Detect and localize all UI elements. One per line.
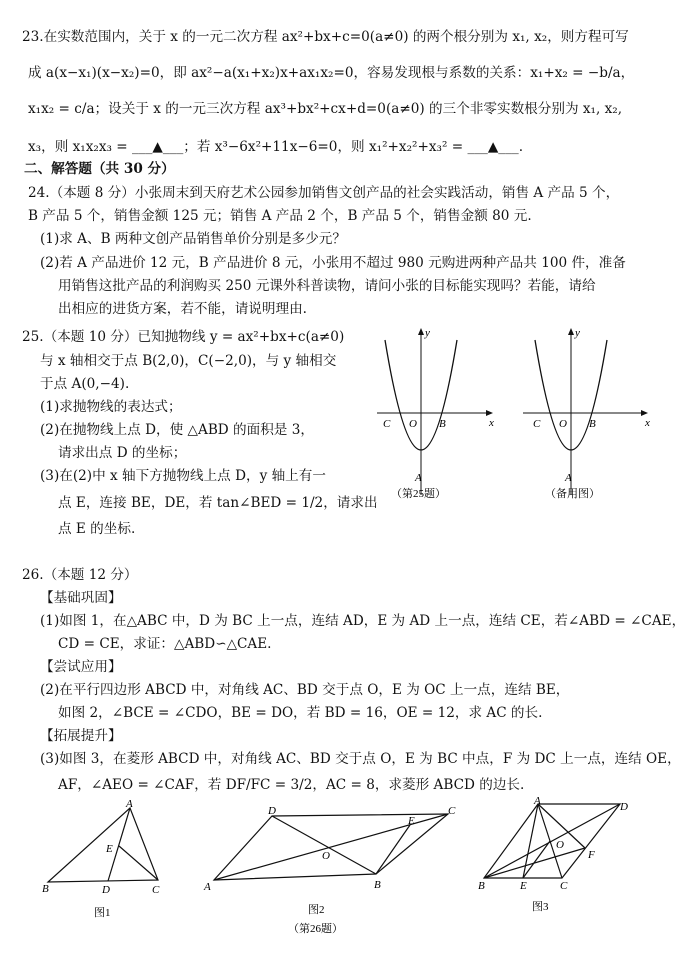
- fig1-d-label: D: [102, 884, 110, 896]
- spare-y-axis-label: y: [575, 327, 580, 339]
- q26-line-4: CD = CE，求证：△ABD∽△CAE.: [58, 636, 272, 652]
- q25-line-7: (3)在(2)中 x 轴下方抛物线上点 D，y 轴上有一: [40, 468, 326, 484]
- q25-spare-caption: （备用图）: [545, 488, 600, 500]
- q25-line-6: 请求出点 D 的坐标；: [58, 445, 187, 461]
- fig3-c-label: C: [560, 880, 568, 892]
- figs-caption: （第26题）: [288, 923, 343, 935]
- q26-figure-2: [196, 800, 466, 935]
- fig2-c-label: C: [448, 805, 456, 817]
- q26-figure-3: [474, 796, 634, 916]
- q24-line-6: 出相应的进货方案，若不能，请说明理由.: [58, 301, 308, 317]
- q25-figure-caption: （第25题）: [391, 488, 446, 500]
- q26-line-10: AF，∠AEO = ∠CAF，若 DF/FC = 3/2，AC = 8，求菱形 ABCD 的边长.: [58, 777, 525, 793]
- fig2-e-label: E: [408, 815, 415, 827]
- q26-figure-1: [36, 800, 176, 925]
- q24-line-5: 用销售这批产品的利润购买 250 元课外科普读物，请问小张的目标能实现吗？若能，请给: [58, 278, 596, 294]
- q26-line-1: 26.（本题 12 分）: [22, 567, 138, 583]
- fig1-c-label: C: [152, 884, 160, 896]
- spare-point-c-label: C: [533, 418, 541, 430]
- fig2-b-label: B: [374, 879, 381, 891]
- q23-line-4: x₃，则 x₁x₂x₃ = ___▲___；若 x³−6x²+11x−6=0，则 x₁²+x₂²+x₃² = ___▲___.: [28, 139, 524, 155]
- fig2-caption: 图2: [308, 904, 325, 916]
- point-c-label: C: [383, 418, 391, 430]
- q25-spare-figure: [515, 320, 665, 505]
- q23-line-3: x₁x₂ = c/a；设关于 x 的一元三次方程 ax³+bx²+cx+d=0(a≠0) 的三个非零实数根分别为 x₁, x₂,: [28, 101, 623, 117]
- q26-line-2: 【基础巩固】: [40, 590, 122, 606]
- fig3-e-label: E: [520, 880, 527, 892]
- q25-line-5: (2)在抛物线上点 D，使 △ABD 的面积是 3，: [40, 422, 314, 438]
- q24-line-3: (1)求 A、B 两种文创产品销售单价分别是多少元？: [40, 231, 346, 247]
- fig1-a-label: A: [126, 798, 133, 810]
- y-axis-label: y: [425, 327, 430, 339]
- point-a-label: A: [415, 472, 422, 484]
- fig1-b-label: B: [42, 883, 49, 895]
- point-b-label: B: [439, 418, 446, 430]
- fig3-b-label: B: [478, 880, 485, 892]
- section-heading: 二、解答题（共 30 分）: [24, 161, 175, 177]
- q25-line-9: 点 E 的坐标.: [58, 521, 136, 537]
- fig2-a-label: A: [204, 881, 211, 893]
- fig2-d-label: D: [268, 805, 276, 817]
- q24-line-4: (2)若 A 产品进价 12 元，B 产品进价 8 元，小张用不超过 980 元购进两种产品共 100 件，准备: [40, 255, 626, 271]
- fig1-e-label: E: [106, 843, 113, 855]
- x-axis-label: x: [489, 417, 494, 429]
- q23-line-1: 23.在实数范围内，关于 x 的一元二次方程 ax²+bx+c=0(a≠0) 的两个根分别为 x₁, x₂，则方程可写: [22, 29, 629, 45]
- q25-line-8: 点 E，连接 BE，DE，若 tan∠BED = 1/2，请求出: [58, 495, 378, 511]
- q26-line-5: 【尝试应用】: [40, 659, 122, 675]
- q24-line-1: 24.（本题 8 分）小张周末到天府艺术公园参加销售文创产品的社会实践活动，销售 A 产品 5 个，: [28, 185, 620, 201]
- q25-line-2: 与 x 轴相交于点 B(2,0)，C(−2,0)，与 y 轴相交: [40, 353, 337, 369]
- q26-line-8: 【拓展提升】: [40, 728, 122, 744]
- q25-line-1: 25.（本题 10 分）已知抛物线 y = ax²+bx+c(a≠0): [22, 329, 345, 345]
- q26-line-7: 如图 2，∠BCE = ∠CDO，BE = DO，若 BD = 16，OE = 12，求 AC 的长.: [58, 705, 543, 721]
- fig2-o-label: O: [322, 850, 330, 862]
- spare-point-b-label: B: [589, 418, 596, 430]
- q25-line-3: 于点 A(0,−4).: [40, 376, 130, 392]
- fig3-d-label: D: [620, 801, 628, 813]
- q25-parabola-figure: [365, 320, 505, 505]
- origin-label: O: [409, 418, 417, 430]
- fig1-caption: 图1: [94, 907, 111, 919]
- q26-line-9: (3)如图 3，在菱形 ABCD 中，对角线 AC、BD 交于点 O，E 为 BC 中点，F 为 DC 上一点，连结 OE，: [40, 751, 681, 767]
- spare-origin-label: O: [559, 418, 567, 430]
- fig3-f-label: F: [588, 849, 595, 861]
- q26-line-3: (1)如图 1，在△ABC 中，D 为 BC 上一点，连结 AD，E 为 AD 上一点，连结 CE，若∠ABD = ∠CAE，: [40, 613, 685, 629]
- fig3-o-label: O: [556, 839, 564, 851]
- fig3-a-label: A: [534, 795, 541, 807]
- q23-line-2: 成 a(x−x₁)(x−x₂)=0，即 ax²−a(x₁+x₂)x+ax₁x₂=0，容易发现根与系数的关系：x₁+x₂ = −b/a，: [28, 65, 635, 81]
- q25-line-4: (1)求抛物线的表达式；: [40, 399, 182, 415]
- fig3-caption: 图3: [532, 901, 549, 913]
- q26-line-6: (2)在平行四边形 ABCD 中，对角线 AC、BD 交于点 O，E 为 OC 上一点，连结 BE，: [40, 682, 570, 698]
- q24-line-2: B 产品 5 个，销售金额 125 元；销售 A 产品 2 个，B 产品 5 个，销售金额 80 元.: [28, 208, 532, 224]
- spare-x-axis-label: x: [645, 417, 650, 429]
- spare-point-a-label: A: [565, 472, 572, 484]
